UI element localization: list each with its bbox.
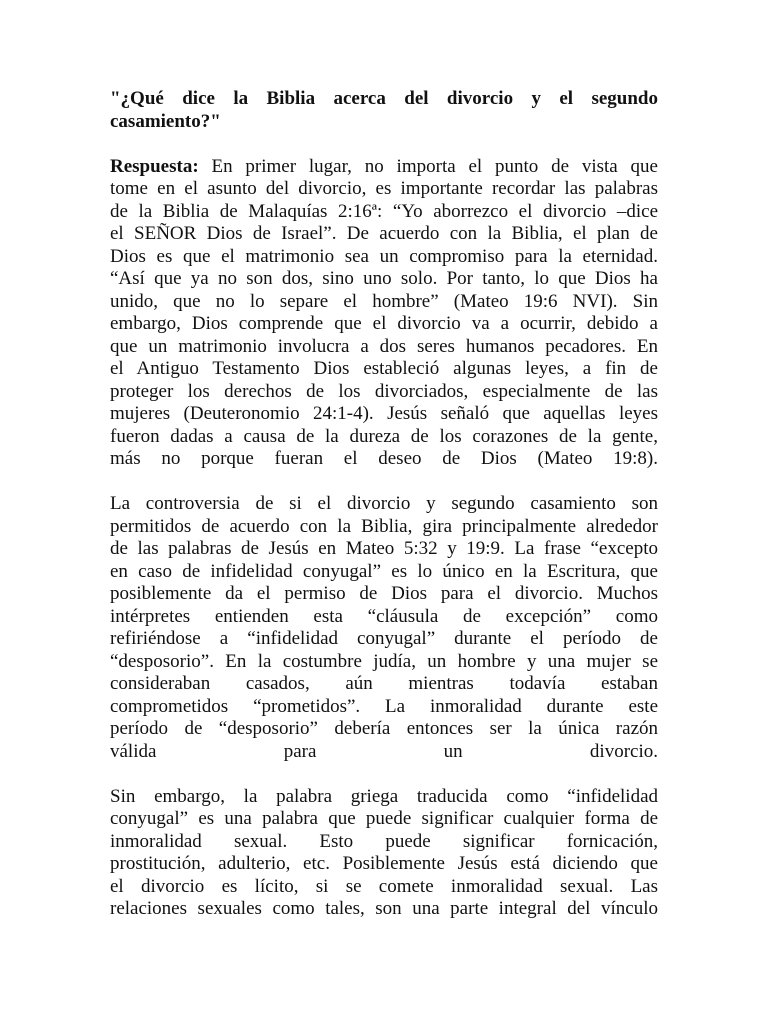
paragraph-line: permitidos de acuerdo con la Biblia, gira principalmente alrededor <box>110 515 658 537</box>
paragraph-answer <box>110 156 658 471</box>
paragraph-line: relaciones sexuales como tales, son una parte integral del vínculo <box>110 898 658 919</box>
paragraph-line: válida para un divorcio. <box>110 740 658 762</box>
paragraph-controversy <box>110 493 658 763</box>
paragraph-line: unido, que no lo separe el hombre” (Mateo 19:6 NVI). Sin <box>110 290 658 312</box>
paragraph-line: fueron dadas a causa de la dureza de los corazones de la gente, <box>110 425 658 447</box>
paragraph-greek-word <box>110 786 658 921</box>
paragraph-line: de la Biblia de Malaquías 2:16ª: “Yo aborrezco el divorcio –dice <box>110 200 658 222</box>
paragraph-line: conyugal” es una palabra que puede significar cualquier forma de <box>110 808 658 829</box>
paragraph-line: consideraban casados, aún mientras todavía estaban <box>110 673 658 694</box>
paragraph-line: refiriéndose a “infidelidad conyugal” durante el período de <box>110 628 658 649</box>
paragraph-line: intérpretes entienden esta “cláusula de excepción” como <box>110 605 658 627</box>
answer-first-line-text: En primer lugar, no importa el punto de vista que <box>198 155 658 177</box>
paragraph-line: el SEÑOR Dios de Israel”. De acuerdo con la Biblia, el plan de <box>110 223 658 244</box>
paragraph-line: de las palabras de Jesús en Mateo 5:32 y 19:9. La frase “excepto <box>110 538 658 559</box>
paragraph-line: posiblemente da el permiso de Dios para el divorcio. Muchos <box>110 583 658 604</box>
title-line: "¿Qué dice la Biblia acerca del divorcio y el segundo <box>110 88 658 109</box>
paragraph-line: inmoralidad sexual. Esto puede significar fornicación, <box>110 830 658 852</box>
paragraph-line: mujeres (Deuteronomio 24:1-4). Jesús señaló que aquellas leyes <box>110 403 658 424</box>
paragraph-line: “Así que ya no son dos, sino uno solo. Por tanto, lo que Dios ha <box>110 268 658 289</box>
paragraph-line: Dios es que el matrimonio sea un compromiso para la eternidad. <box>110 245 658 267</box>
paragraph-line: que un matrimonio involucra a dos seres humanos pecadores. En <box>110 335 658 357</box>
paragraph-line: el divorcio es lícito, si se comete inmoralidad sexual. Las <box>110 875 658 897</box>
paragraph-line: “desposorio”. En la costumbre judía, un hombre y una mujer se <box>110 650 658 672</box>
paragraph-line: prostitución, adulterio, etc. Posiblemente Jesús está diciendo que <box>110 853 658 874</box>
paragraph-line: período de “desposorio” debería entonces ser la única razón <box>110 718 658 739</box>
paragraph-line: en caso de infidelidad conyugal” es lo único en la Escritura, que <box>110 560 658 582</box>
paragraph-line: Sin embargo, la palabra griega traducida como “infidelidad <box>110 785 658 807</box>
paragraph-line: embargo, Dios comprende que el divorcio va a ocurrir, debido a <box>110 313 658 334</box>
answer-first-line <box>110 156 658 179</box>
paragraph-line: proteger los derechos de los divorciados, especialmente de las <box>110 380 658 402</box>
title-line: casamiento?" <box>110 110 221 132</box>
document-title <box>110 88 658 133</box>
paragraph-line: tome en el asunto del divorcio, es importante recordar las palabras <box>110 178 658 199</box>
text-column <box>110 88 658 943</box>
paragraph-line: más no porque fueran el deseo de Dios (Mateo 19:8). <box>110 448 658 469</box>
answer-label: Respuesta: <box>110 155 199 177</box>
paragraph-line: La controversia de si el divorcio y segundo casamiento son <box>110 493 658 514</box>
paragraph-line: el Antiguo Testamento Dios estableció algunas leyes, a fin de <box>110 358 658 379</box>
paragraph-line: comprometidos “prometidos”. La inmoralidad durante este <box>110 695 658 717</box>
